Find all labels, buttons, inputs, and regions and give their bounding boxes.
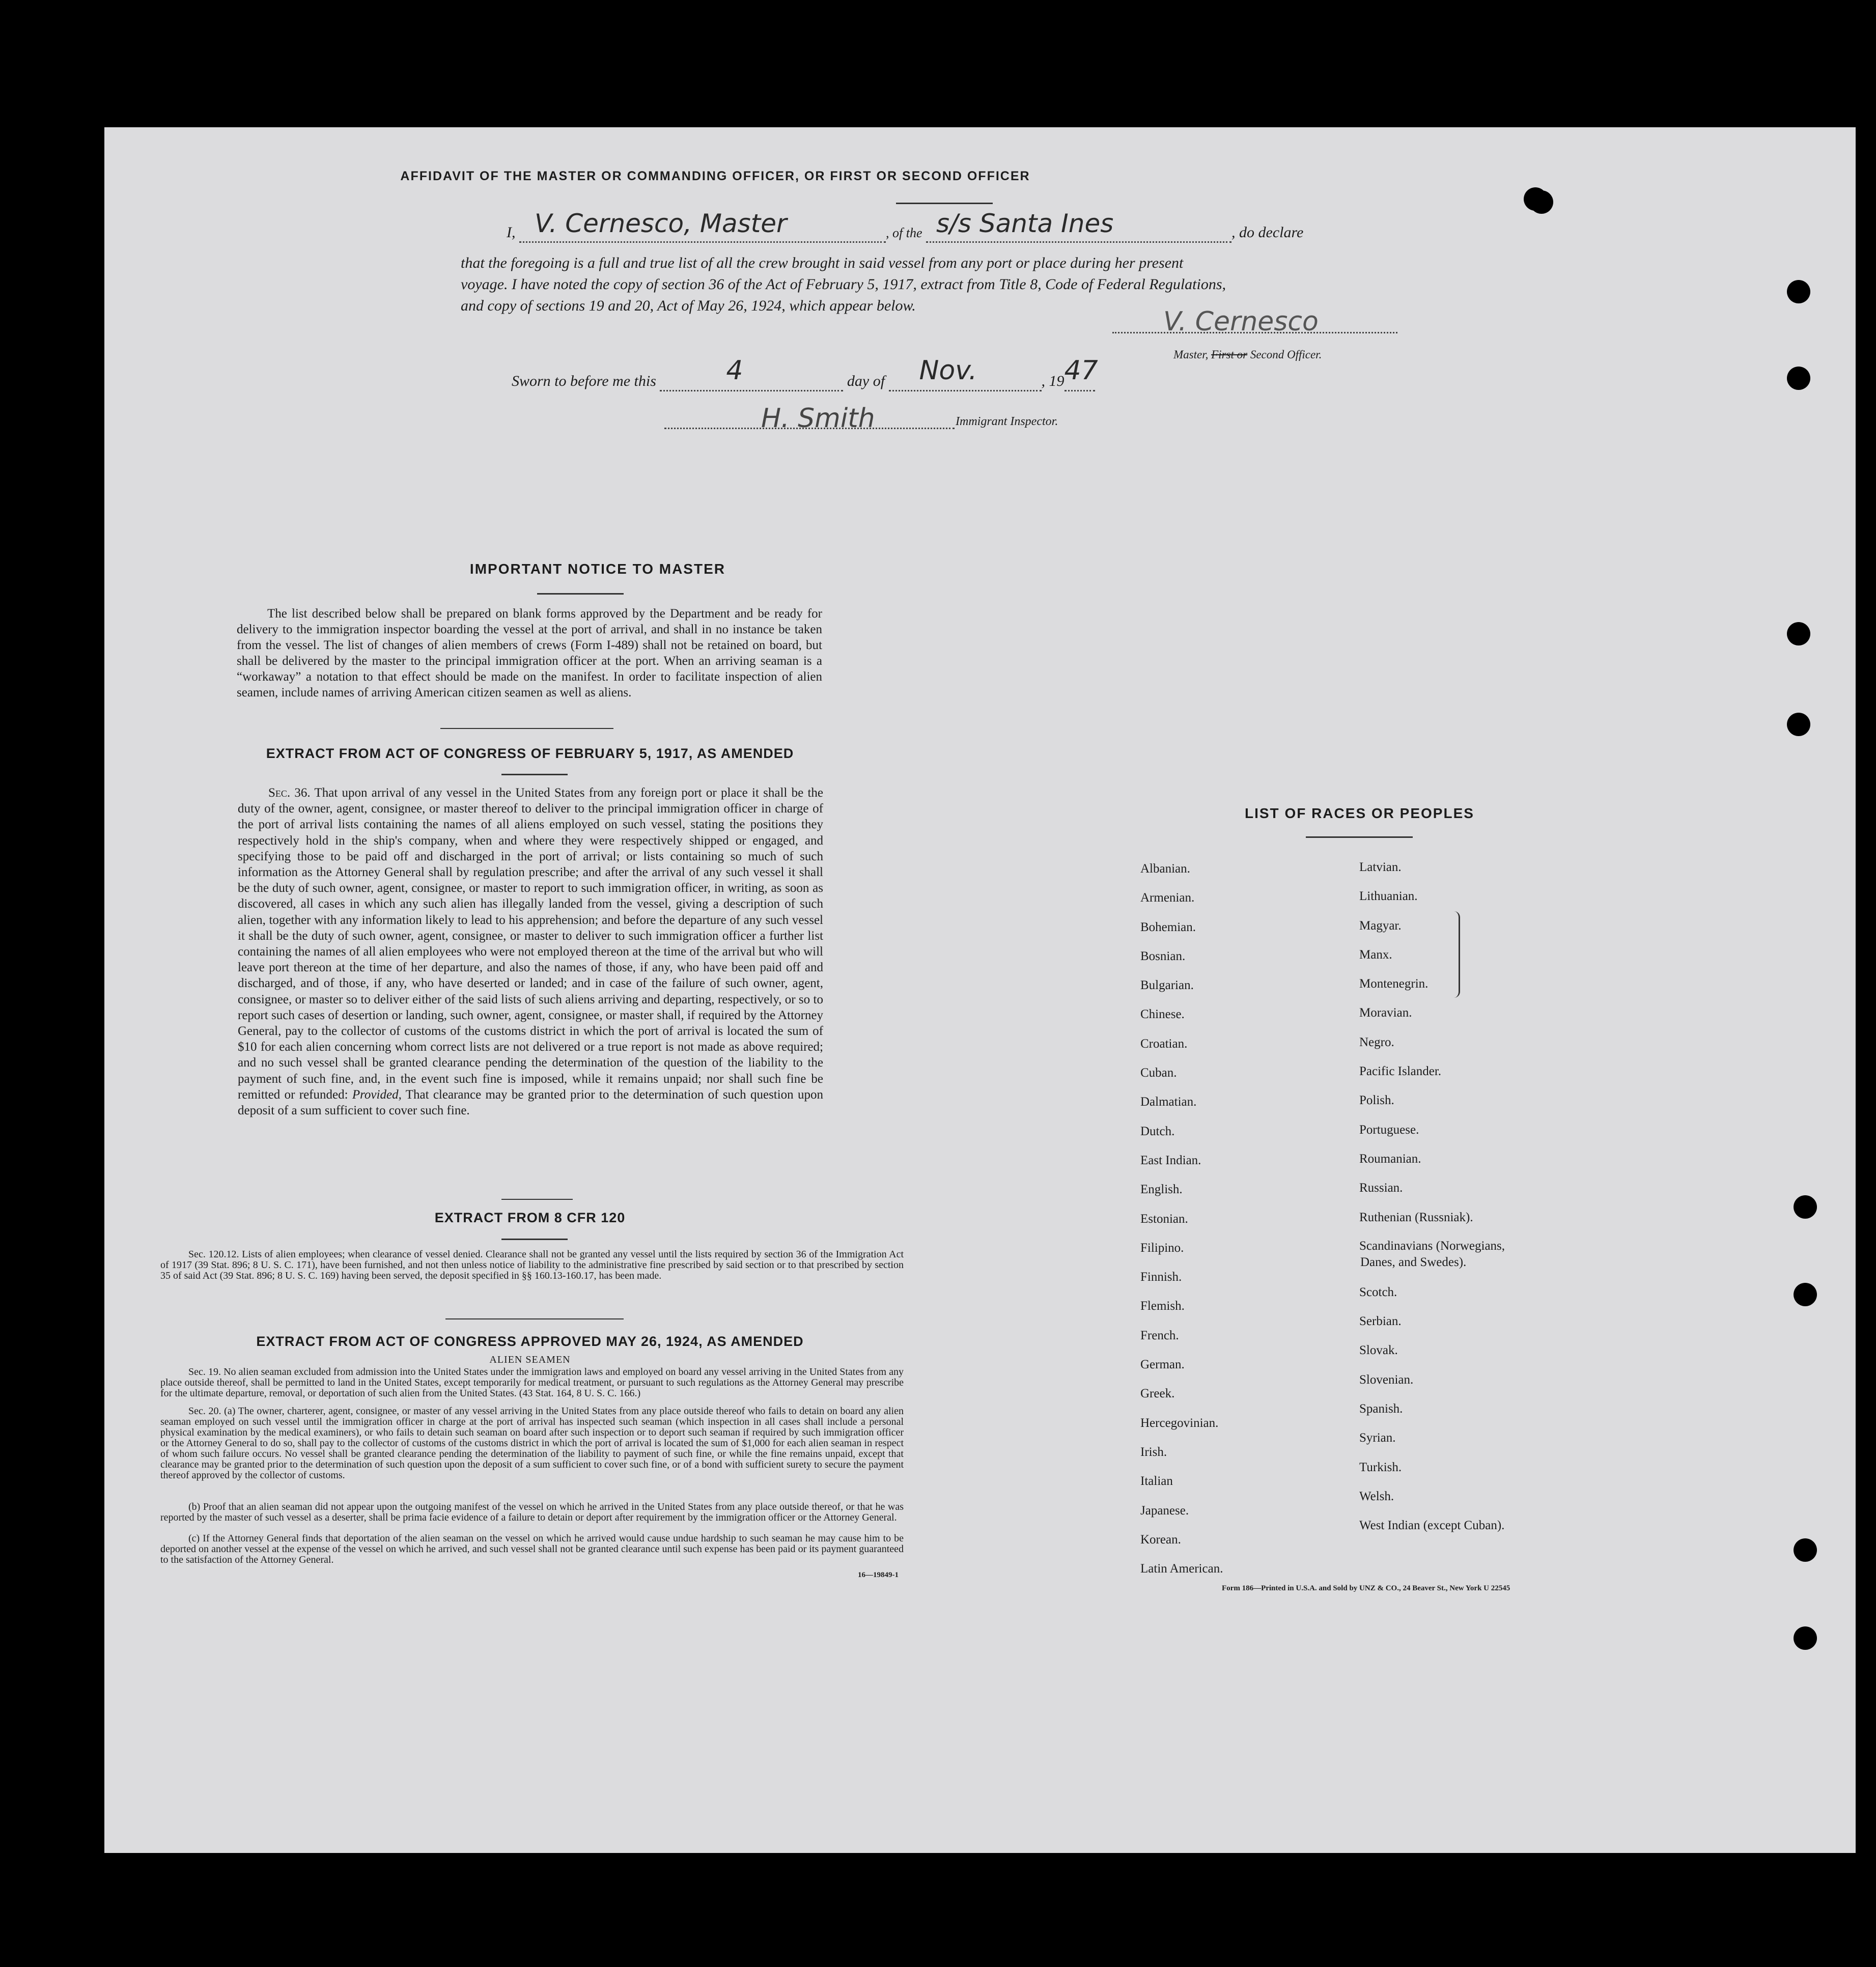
- race-item: Dutch.: [1140, 1124, 1175, 1138]
- race-item: Portuguese.: [1359, 1122, 1419, 1137]
- year-handwritten: 47: [1064, 355, 1098, 386]
- day-handwritten: 4: [726, 355, 743, 386]
- race-item: Irish.: [1140, 1445, 1167, 1459]
- punch-hole: [1787, 367, 1810, 390]
- races-title: LIST OF RACES OR PEOPLES: [1245, 805, 1474, 821]
- race-item: Cuban.: [1140, 1066, 1177, 1080]
- punch-hole: [1794, 1626, 1817, 1650]
- race-item: Slovak.: [1359, 1343, 1398, 1358]
- extract-cfr-title: EXTRACT FROM 8 CFR 120: [434, 1210, 626, 1225]
- sec-36-text: That upon arrival of any vessel in the United States from any foreign port or place it shall be the duty of the owner, agent, consignee, or master thereof to deliver to the principal immigration officer in charge of the port of arrival lists containing the names of all aliens employed on such vessel, stating the positions they respectively hold in the ship's company, when and where they were respectively shipped or engaged, and specifying those to be paid off and discharged in the port of arrival; or lists containing so much of such information as the Attorney General shall by regulation prescribe; and after the arrival of any such vessel it shall be the duty of such owner, agent, consignee, or master to report to such immigration officer, in writing, as soon as discovered, all cases in which any such alien has illegally landed from the vessel, giving a description of such alien, together with any information likely to lead to his apprehension; and before the departure of any such vessel it shall be the duty of such owner, agent, consignee, or master to deliver to such immigration officer a further list containing the names of all alien employees who were not employed thereon at the time of the arrival but who will leave port thereon at the time of her departure, and also the names of those, if any, who have been paid off and discharged, and of those, if any, who have deserted or landed; and in case of the failure of such owner, agent, consignee, or master so to deliver either of the said lists of such aliens arriving and departing, respectively, or so to report such cases of desertion or landing, such owner, agent, consignee, or master shall, if required by the Attorney General, pay to the collector of customs of the customs district in which the port of arrival is located the sum of $10 for each alien concerning whom correct lists are not delivered or a true report is not made as above required; and no such vessel shall be granted clearance pending the determination of the question of the liability to the payment of such fine, and, in the event such fine is imposed, while it remains unpaid; nor shall such fine be remitted or refunded:: [238, 786, 823, 1102]
- race-item: Latin American.: [1140, 1562, 1223, 1576]
- signature-line: [1112, 332, 1397, 333]
- master-signature: V. Cernesco: [1163, 306, 1319, 337]
- race-item: Welsh.: [1359, 1489, 1394, 1503]
- alien-seamen-subtitle: ALIEN SEAMEN: [489, 1354, 571, 1365]
- notice-divider: [537, 593, 624, 595]
- race-item: Moravian.: [1359, 1006, 1412, 1020]
- sec-36-text-end: That clearance may be granted prior to the determination of such question upon deposit of a sum sufficient to cover such fine.: [238, 1087, 823, 1118]
- race-item: Greek.: [1140, 1387, 1175, 1401]
- races-right-column: [1359, 853, 1505, 1540]
- extract-1924-sec20c: (c) If the Attorney General finds that deportation of the alien seaman on the vessel on which he arrived would cause undue hardship to such seaman he may cause him to be deported on another vessel at the expense of the vessel on which he arrived, and such vessel shall not be granted clearance until such expense has been paid or its payment guaranteed to the satisfaction of the Attorney General.: [160, 1533, 904, 1565]
- race-item: Chinese.: [1140, 1007, 1185, 1022]
- extract-1924-sec20b: (b) Proof that an alien seaman did not appear upon the outgoing manifest of the vessel on which he arrived in the United States from any place outside thereof, or that he was reported by the master of such vessel as a deserter, shall be prima facie evidence of a failure to detain or deport after requirement by the immigration officer or the Attorney General.: [160, 1501, 904, 1523]
- declaration-body-line: voyage. I have noted the copy of section 36 of the Act of February 5, 1917, extract from Title 8, Code of Federal Regulations,: [461, 276, 1226, 293]
- extract-cfr-body: Sec. 120.12. Lists of alien employees; when clearance of vessel denied. Clearance shall not be granted any vessel until the lists required by section 36 of the Immigration Act of 1917 (39 Stat. 896; 8 U. S. C. 171), have been furnished, and not then unless notice of liability to the administrative fine prescribed by said section or to that prescribed by section 35 of said Act (39 Stat. 896; 8 U. S. C. 169) having been served, the deposit specified in §§ 160.13-160.17, has been made.: [160, 1249, 904, 1281]
- inspector-label: Immigrant Inspector.: [956, 415, 1058, 428]
- extract-cfr-divider: [501, 1239, 568, 1240]
- declaration-body-line: and copy of sections 19 and 20, Act of May 26, 1924, which appear below.: [461, 297, 916, 314]
- race-item: Pacific Islander.: [1359, 1064, 1442, 1079]
- extract-1924-sec19: Sec. 19. No alien seaman excluded from admission into the United States under the immigration laws and employed on board any vessel arriving in the United States from any place outside thereof, shall be permitted to land in the United States, except temporarily for medical treatment, or pursuant to such regulations as the Attorney General may prescribe for the ultimate departure, removal, or deportation of such alien from the United States. (43 Stat. 164, 8 U. S. C. 166.): [160, 1366, 904, 1399]
- year-prefix: , 19: [1041, 373, 1065, 389]
- do-declare-label: , do declare: [1231, 224, 1304, 241]
- races-left-column: [1140, 854, 1223, 1583]
- year-field: [1064, 355, 1098, 391]
- extract-1917-body: [238, 785, 823, 1118]
- race-item: Polish.: [1359, 1093, 1394, 1108]
- race-item: Scotch.: [1359, 1285, 1397, 1299]
- race-item: Albanian.: [1140, 862, 1190, 876]
- race-item: Danes, and Swedes).: [1360, 1255, 1467, 1269]
- race-item: Finnish.: [1140, 1270, 1182, 1284]
- day-field: [660, 355, 843, 391]
- inspector-signature: H. Smith: [761, 403, 875, 434]
- race-item: Bosnian.: [1140, 949, 1186, 963]
- race-item: Dalmatian.: [1140, 1095, 1197, 1109]
- race-item: East Indian.: [1140, 1153, 1201, 1167]
- race-item: Russian.: [1359, 1181, 1403, 1195]
- sworn-line: [512, 355, 1098, 391]
- punch-hole: [1794, 1538, 1817, 1562]
- race-item: Bohemian.: [1140, 920, 1196, 934]
- race-item: Roumanian.: [1359, 1151, 1421, 1166]
- punch-hole: [1794, 1195, 1817, 1219]
- declaration-line: [507, 209, 1304, 243]
- extract-1924-sec20a: Sec. 20. (a) The owner, charterer, agent, consignee, or master of any vessel arriving in the United States from any place outside thereof who fails to detain on board any alien seaman employed on such vessel until the immigration officer in charge at the port of arrival has inspected such seaman (which inspection in all cases shall include a personal physical examination by the medical examiners), or who fails to detain such seaman on board after such inspection or to deport such seaman if required by such immigration officer or the Attorney General to do so, shall pay to the collector of customs of the customs district in which the port of arrival is located the sum of $1,000 for each alien seaman in respect of whom such failure occurs. No vessel shall be granted clearance pending the determination of the liability to payment of such fine, or while the fine remains unpaid, except that clearance may be granted prior to the determination of such question upon the deposit of a sum sufficient to cover such fine, or of a bond with sufficient surety to secure the payment thereof approved by the collector of customs.: [160, 1406, 904, 1481]
- section-divider: [440, 728, 613, 729]
- print-code: 16—19849-1: [858, 1571, 899, 1579]
- race-item: Bulgarian.: [1140, 978, 1194, 993]
- punch-hole: [1787, 622, 1810, 645]
- punch-hole: [1524, 187, 1547, 211]
- punch-hole: [1787, 713, 1810, 736]
- affidavit-title: AFFIDAVIT OF THE MASTER OR COMMANDING OFFICER, OR FIRST OR SECOND OFFICER: [400, 169, 1030, 183]
- form-footer: Form 186—Printed in U.S.A. and Sold by UNZ & CO., 24 Beaver St., New York U 22545: [1222, 1584, 1510, 1592]
- race-item: Japanese.: [1140, 1503, 1189, 1518]
- race-item: Estonian.: [1140, 1212, 1188, 1226]
- race-item: Montenegrin.: [1359, 977, 1429, 991]
- race-item: Korean.: [1140, 1532, 1181, 1547]
- handwritten-bracket: [1453, 911, 1460, 998]
- punch-hole: [1787, 280, 1810, 303]
- race-item: French.: [1140, 1328, 1179, 1342]
- extract-1917-title: EXTRACT FROM ACT OF CONGRESS OF FEBRUARY 5, 1917, AS AMENDED: [266, 746, 794, 761]
- race-item: Slovenian.: [1359, 1372, 1414, 1387]
- punch-hole: [1794, 1283, 1817, 1306]
- master-label: Master,: [1173, 348, 1209, 361]
- provided-label: Provided,: [352, 1087, 402, 1102]
- declaration-body-line: that the foregoing is a full and true list of all the crew brought in said vessel from any port or place during her present: [461, 255, 1184, 271]
- sec-36-label: Sec. 36.: [268, 786, 311, 800]
- master-name-handwritten: V. Cernesco, Master: [535, 209, 787, 238]
- race-item: Syrian.: [1359, 1431, 1396, 1445]
- race-item: Armenian.: [1140, 891, 1195, 905]
- second-officer-label: Second Officer.: [1250, 348, 1322, 361]
- section-divider: [501, 1199, 573, 1200]
- notice-body: The list described below shall be prepared on blank forms approved by the Department and be ready for delivery to the immigration inspector boarding the vessel at the port of arrival, and shall in no instance be taken from the vessel. The list of changes of alien members of crews (Form I-489) shall not be retained on board, but shall be delivered by the master to the principal immigration officer at the port. When an arriving seaman is a “workaway” a notation to that effect should be made on the manifest. In order to facilitate inspection of alien seamen, include names of arriving American citizen seamen as well as aliens.: [237, 607, 822, 699]
- race-item: Scandinavians (Norwegians,: [1359, 1239, 1505, 1253]
- sworn-label: Sworn to before me this: [512, 373, 656, 389]
- race-item: Manx.: [1359, 947, 1392, 962]
- race-item: Turkish.: [1359, 1460, 1402, 1474]
- vessel-field: [926, 209, 1231, 243]
- race-item: Filipino.: [1140, 1241, 1184, 1255]
- i-label: I,: [507, 224, 516, 241]
- first-or-label: First or: [1211, 348, 1248, 361]
- race-item: Latvian.: [1359, 860, 1402, 874]
- race-item: Serbian.: [1359, 1314, 1402, 1329]
- notice-title: IMPORTANT NOTICE TO MASTER: [469, 561, 725, 577]
- race-item: Magyar.: [1359, 918, 1402, 933]
- signature-caption: [1173, 348, 1322, 361]
- race-item: Ruthenian (Russniak).: [1359, 1210, 1473, 1224]
- month-handwritten: Nov.: [919, 355, 977, 386]
- race-item: Flemish.: [1140, 1299, 1185, 1313]
- race-item: English.: [1140, 1183, 1183, 1197]
- inspector-line: [664, 403, 955, 434]
- race-item: Spanish.: [1359, 1402, 1403, 1416]
- race-item: West Indian (except Cuban).: [1359, 1519, 1505, 1533]
- race-item: Hercegovinian.: [1140, 1416, 1219, 1430]
- of-the-label: , of the: [886, 226, 922, 240]
- day-of-label: day of: [847, 373, 885, 389]
- race-item: Negro.: [1359, 1035, 1394, 1049]
- extract-1917-divider: [501, 774, 568, 775]
- races-divider: [1306, 836, 1413, 838]
- extract-1924-title: EXTRACT FROM ACT OF CONGRESS APPROVED MAY 26, 1924, AS AMENDED: [256, 1334, 804, 1349]
- month-field: [889, 355, 1042, 391]
- master-name-field: [519, 209, 886, 243]
- vessel-handwritten: s/s Santa Ines: [936, 209, 1114, 238]
- section-divider: [445, 1318, 624, 1319]
- title-divider: [896, 203, 993, 204]
- document-page: [104, 127, 1856, 1853]
- race-item: Croatian.: [1140, 1036, 1188, 1051]
- race-item: Italian: [1140, 1474, 1173, 1488]
- race-item: Lithuanian.: [1359, 889, 1418, 904]
- race-item: German.: [1140, 1358, 1185, 1372]
